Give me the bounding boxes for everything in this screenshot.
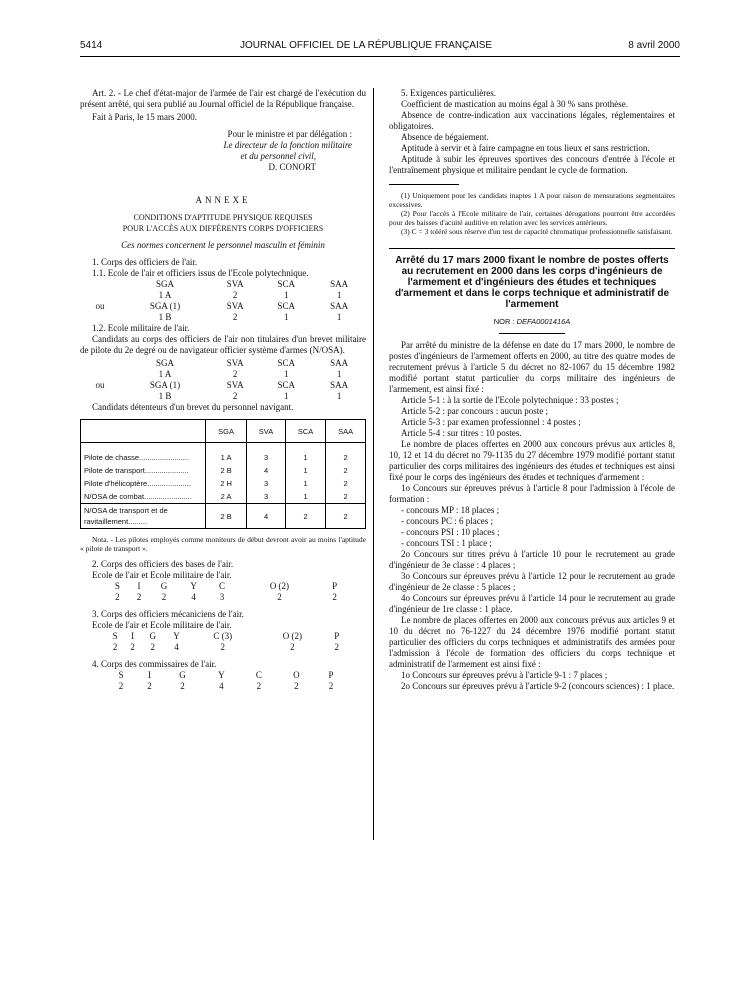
grid-cell: 4 xyxy=(191,592,196,602)
concours-tsi: - concours TSI : 1 place ; xyxy=(401,538,492,548)
table-row xyxy=(81,490,366,504)
signature: D. CONORT xyxy=(268,162,316,172)
grid-cell: SAA xyxy=(330,301,349,311)
table-cell: 3 xyxy=(247,477,286,490)
page-header xyxy=(80,40,680,54)
grid-cell: 2 xyxy=(328,681,334,691)
article-5-1: Article 5-1 : à la sortie de l'Ecole polytechnique : 33 postes ; xyxy=(401,395,619,405)
column-separator xyxy=(373,88,374,840)
footnote-3: (3) C = 3 toléré sous réserve d'un test de capacité chromatique professionnelle satisfaisant. xyxy=(401,227,673,236)
grid-cell: 1 xyxy=(336,369,342,379)
concours-2: 2o Concours sur titres prévu à l'article 10 pour le recrutement au grade d'ingénieur de 3e classe : 4 places ; xyxy=(389,549,675,570)
grid-cell: 1 A xyxy=(158,290,172,300)
concours-9-1: 1o Concours sur épreuves prévu à l'article 9-1 : 7 places ; xyxy=(401,670,608,680)
grid-cell: 2 xyxy=(256,681,262,691)
section-3: 3. Corps des officiers mécaniciens de l'air. xyxy=(92,609,244,619)
footnote-1: (1) Uniquement pour les candidats inaptes 1 A pour raison de mensurations segmentaires excessives. xyxy=(389,191,675,209)
grid-cell: 4 xyxy=(219,681,224,691)
grid-cell: 2 xyxy=(150,642,155,652)
section-2: 2. Corps des officiers des bases de l'air. xyxy=(92,559,234,569)
pour-ministre: Pour le ministre et par délégation : xyxy=(227,129,352,139)
grid-cell: 2 xyxy=(290,642,295,652)
table-header: SCA xyxy=(285,420,325,443)
ou-label: ou xyxy=(95,301,105,311)
table-cell: Pilote de chasse........................ xyxy=(81,451,206,464)
table-cell: 2 A xyxy=(206,490,247,504)
grid-cell: 2 xyxy=(115,592,120,602)
grid-cell: 2 xyxy=(232,290,238,300)
grid-cell: C (3) xyxy=(213,631,233,641)
par-arrete: Par arrêté du ministre de la défense en date du 17 mars 2000, le nombre de postes d'ingénieurs de l'armement offerts en 2000, au titre des quatre modes de recrutement prévus à l'article 5 du décret no 82-1067 du 15 décembre 1982 modifié portant statut particulier du corps militaire des ingénieurs de l'armement, est ainsi fixé : xyxy=(389,340,675,394)
aptitude-servir: Aptitude à servir et à faire campagne en tous lieux et sans restriction. xyxy=(401,143,650,153)
table-cell: 4 xyxy=(247,504,286,529)
grid-cell: C xyxy=(255,670,262,680)
grid-cell: S xyxy=(118,670,124,680)
grid-cell: P xyxy=(334,631,340,641)
grid-cell: 1 xyxy=(284,391,289,401)
table-header: SGA xyxy=(206,420,247,443)
table-cell: N/OSA de combat....................... xyxy=(81,490,206,504)
section-1-2: 1.2. Ecole militaire de l'air. xyxy=(92,323,190,333)
concours-3: 3o Concours sur épreuves prévu à l'article 12 pour le recrutement au grade d'ingénieur de 2e classe : 5 places ; xyxy=(389,571,675,592)
section-4: 4. Corps des commissaires de l'air. xyxy=(92,659,217,669)
article-2: Art. 2. - Le chef d'état-major de l'armée de l'air est chargé de l'exécution du présent arrêté, qui sera publié au Journal officiel de la République française. xyxy=(80,88,366,109)
grid-cell: 1 xyxy=(284,312,289,322)
grid-cell: O xyxy=(293,670,300,680)
table-cell: 1 A xyxy=(206,451,247,464)
section-5: 5. Exigences particulières. xyxy=(401,88,496,98)
grid-cell: SVA xyxy=(226,279,244,289)
table-cell: 2 B xyxy=(206,464,247,477)
grid-cell: 2 xyxy=(294,681,299,691)
grid-cell: 2 xyxy=(232,369,238,379)
nor-code: DEFA0001416A xyxy=(516,317,571,326)
table-cell: 2 xyxy=(326,464,366,477)
table-cell: 2 xyxy=(326,477,366,490)
grid-cell: 2 xyxy=(136,592,142,602)
table-cell: 1 xyxy=(285,464,325,477)
table-header: SVA xyxy=(247,420,286,443)
table-cell: Pilote d'hélicoptère..................... xyxy=(81,477,206,490)
grid-cell: I xyxy=(137,581,141,591)
grid-cell: 2 xyxy=(130,642,135,652)
conditions-line-2: POUR L'ACCÈS AUX DIFFÉRENTS CORPS D'OFFICIERS xyxy=(122,224,324,233)
grid-2 xyxy=(106,581,346,603)
grid-cell: SGA (1) xyxy=(149,301,181,311)
grid-cell: SAA xyxy=(330,380,349,390)
table-cell: 2 xyxy=(285,504,325,529)
grid-cell: Y xyxy=(190,581,197,591)
grid-cell: SAA xyxy=(330,279,349,289)
aptitude-table xyxy=(80,419,366,529)
section-2-ecole: Ecole de l'air et Ecole militaire de l'air. xyxy=(92,570,232,580)
table-cell: 3 xyxy=(247,490,286,504)
table-cell: Pilote de transport..................... xyxy=(81,464,206,477)
grid-cell: SGA (1) xyxy=(149,380,181,390)
table-cell: 2 xyxy=(326,451,366,464)
table-cell: 2 H xyxy=(206,477,247,490)
table-cell: 2 xyxy=(326,490,366,504)
grid-cell: C xyxy=(219,581,226,591)
concours-9-2: 2o Concours sur épreuves prévu à l'article 9-2 (concours sciences) : 1 place. xyxy=(401,681,675,691)
grid-cell: 2 xyxy=(220,642,225,652)
concours-mp: - concours MP : 18 places ; xyxy=(401,505,500,515)
grid-cell: SGA xyxy=(156,358,175,368)
coefficient-mastication: Coefficient de mastication au moins égal à 30 % sans prothèse. xyxy=(401,99,629,109)
nota-note: Nota. - Les pilotes employés comme moniteurs de début devront avoir au moins l'aptitude « pilote de transport ». xyxy=(80,535,366,553)
right-column xyxy=(389,88,675,692)
grid-cell: 2 xyxy=(334,642,340,652)
directeur-line-2: et du personnel civil, xyxy=(240,151,316,161)
table-row xyxy=(81,477,366,490)
table-row xyxy=(81,504,366,529)
table-cell: 4 xyxy=(247,464,286,477)
grid-cell: SVA xyxy=(226,380,244,390)
journal-title: JOURNAL OFFICIEL DE LA RÉPUBLIQUE FRANÇAISE xyxy=(240,40,493,51)
section-1-1: 1.1. Ecole de l'air et officiers issus de l'Ecole polytechnique. xyxy=(92,268,309,278)
grid-cell: P xyxy=(332,581,338,591)
candidats-non-titulaires: Candidats au corps des officiers de l'air non titulaires d'un brevet militaire de pilote du 2e degré ou de navigateur officier système d'armes (N/OSA). xyxy=(80,334,366,355)
grid-4 xyxy=(106,670,346,692)
table-cell: 1 xyxy=(285,490,325,504)
footnote-rule xyxy=(389,184,459,185)
grid-1-2 xyxy=(80,358,366,402)
footnote-2: (2) Pour l'accès à l'Ecole militaire de l'air, certaines dérogations pourront être accordées pour des baisses d'acuité auditive en relation avec les services antérieurs. xyxy=(389,209,675,227)
grid-cell: 1 xyxy=(336,391,342,401)
concours-1: 1o Concours sur épreuves prévus à l'article 8 pour l'admission à l'école de formation : xyxy=(389,483,675,504)
grid-cell: 4 xyxy=(174,642,179,652)
candidats-detenteurs: Candidats détenteurs d'un brevet du personnel navigant. xyxy=(92,402,294,412)
grid-cell: 2 xyxy=(112,642,118,652)
grid-cell: 2 xyxy=(332,592,337,602)
grid-cell: 1 A xyxy=(158,369,172,379)
table-cell: 2 B xyxy=(206,504,247,529)
absence-contre-indication: Absence de contre-indication aux vaccinations légales, réglementaires et obligatoires. xyxy=(389,110,675,131)
arrete-title: Arrêté du 17 mars 2000 fixant le nombre de postes offerts au recrutement en 2000 dans les corps d'ingénieurs de l'armement et d'ingénieurs des études et techniques d'armement et dans le corps technique et administratif de l'armement xyxy=(394,255,670,310)
grid-cell: S xyxy=(112,631,118,641)
grid-cell: SVA xyxy=(226,301,244,311)
nor-label: NOR : xyxy=(493,317,515,326)
grid-cell: SCA xyxy=(277,380,296,390)
article-5-2: Article 5-2 : par concours : aucun poste ; xyxy=(401,406,548,416)
grid-cell: 1 B xyxy=(158,391,172,401)
aptitude-epreuves: Aptitude à subir les épreuves sportives des concours d'entrée à l'école et l'entraînement physique et militaire pendant le cycle de formation. xyxy=(389,154,675,175)
grid-cell: 3 xyxy=(219,592,225,602)
section-1: 1. Corps des officiers de l'air. xyxy=(92,257,198,267)
table-header: SAA xyxy=(326,420,366,443)
nombre-places-1: Le nombre de places offertes en 2000 aux concours prévus aux articles 8, 10, 12 et 14 du décret no 79-1135 du 27 décembre 1979 modifié portant statut particulier des corps militaires des ingénieurs des études et techniques est ainsi fixé pour le corps des ingénieurs des études et techniques d'armement : xyxy=(389,439,675,482)
table-row xyxy=(81,451,366,464)
grid-cell: I xyxy=(148,670,152,680)
grid-cell: SVA xyxy=(226,358,244,368)
absence-begaiement: Absence de bégaiement. xyxy=(401,132,489,142)
table-header xyxy=(81,420,206,443)
concours-psi: - concours PSI : 10 places ; xyxy=(401,527,500,537)
grid-cell: 2 xyxy=(232,312,238,322)
section-3-ecole: Ecole de l'air et Ecole militaire de l'air. xyxy=(92,620,232,630)
nor-reference xyxy=(389,316,675,327)
table-cell: 3 xyxy=(247,451,286,464)
table-cell: 1 xyxy=(285,451,325,464)
grid-cell: G xyxy=(160,581,168,591)
page-number: 5414 xyxy=(80,40,103,51)
grid-cell: 2 xyxy=(147,681,152,691)
grid-cell: G xyxy=(149,631,156,641)
nombre-places-2: Le nombre de places offertes en 2000 aux concours prévus aux articles 9 et 10 du décret no 76-1227 du 24 décembre 1976 modifié portant statut particulier des officiers du corps techniques et administratifs des armées pour l'admission à l'école de formation des officiers du corps technique et administratif de l'armement est ainsi fixé : xyxy=(389,615,675,669)
issue-date: 8 avril 2000 xyxy=(628,40,680,51)
grid-cell: SCA xyxy=(277,301,296,311)
table-cell: 2 xyxy=(326,504,366,529)
directeur-line-1: Le directeur de la fonction militaire xyxy=(223,140,352,150)
conditions-line-1: CONDITIONS D'APTITUDE PHYSIQUE REQUISES xyxy=(133,213,313,222)
concours-4: 4o Concours sur épreuves prévu à l'article 14 pour le recrutement au grade d'ingénieur de 1re classe : 1 place. xyxy=(389,593,675,614)
grid-cell: SCA xyxy=(277,279,296,289)
table-row xyxy=(81,464,366,477)
grid-cell: SCA xyxy=(277,358,296,368)
grid-cell: I xyxy=(131,631,135,641)
grid-cell: 1 xyxy=(284,290,289,300)
grid-cell: S xyxy=(114,581,120,591)
ou-label: ou xyxy=(95,380,105,390)
table-cell: 1 xyxy=(285,477,325,490)
grid-cell: G xyxy=(179,670,186,680)
grid-cell: Y xyxy=(173,631,180,641)
grid-cell: 1 xyxy=(336,312,342,322)
grid-3 xyxy=(106,631,346,653)
grid-cell: 2 xyxy=(161,592,167,602)
grid-cell: SGA xyxy=(156,279,175,289)
grid-cell: P xyxy=(328,670,334,680)
table-cell: N/OSA de transport et de ravitaillement......... xyxy=(81,504,206,529)
grid-cell: 1 xyxy=(336,290,342,300)
article-5-4: Article 5-4 : sur titres : 10 postes. xyxy=(401,428,522,438)
grid-cell: 2 xyxy=(180,681,185,691)
grid-cell: SAA xyxy=(330,358,349,368)
normes-note: Ces normes concernent le personnel masculin et féminin xyxy=(121,240,325,250)
grid-1-1 xyxy=(80,279,366,323)
grid-cell: Y xyxy=(218,670,225,680)
concours-pc: - concours PC : 6 places ; xyxy=(401,516,493,526)
grid-cell: O (2) xyxy=(269,581,290,591)
grid-cell: 1 B xyxy=(158,312,172,322)
grid-cell: 2 xyxy=(232,391,238,401)
header-rule xyxy=(80,56,680,57)
grid-cell: 1 xyxy=(284,369,289,379)
left-column xyxy=(80,88,366,692)
grid-cell: 2 xyxy=(277,592,282,602)
fait-a-paris: Fait à Paris, le 15 mars 2000. xyxy=(92,112,197,122)
article-5-3: Article 5-3 : par examen professionnel : 4 postes ; xyxy=(401,417,581,427)
grid-cell: 2 xyxy=(118,681,124,691)
annexe-title: ANNEXE xyxy=(195,195,251,205)
grid-cell: O (2) xyxy=(282,631,302,641)
